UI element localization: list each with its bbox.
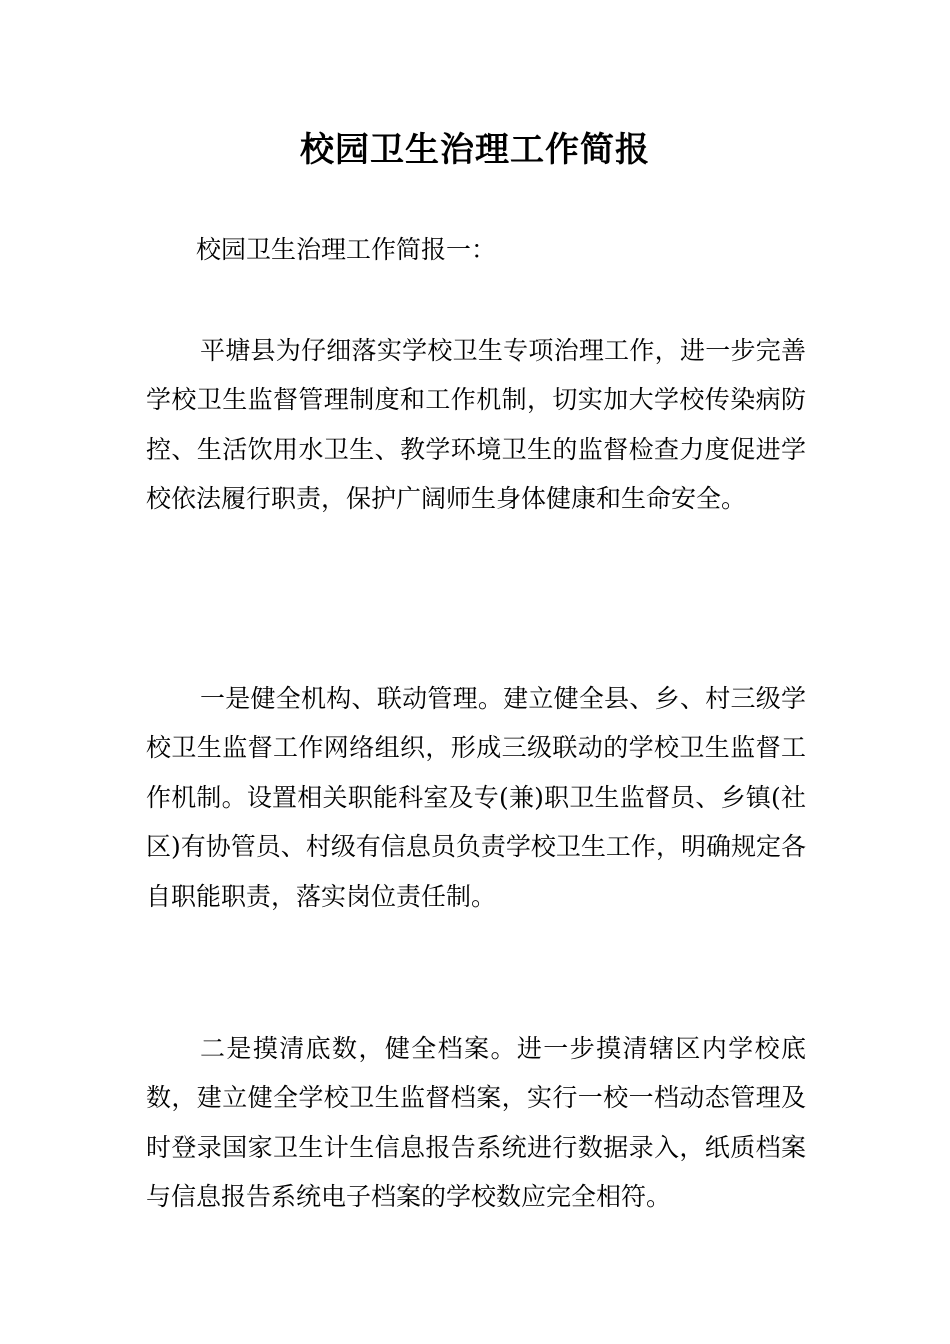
paragraph-point-one: 一是健全机构、联动管理。建立健全县、乡、村三级学校卫生监督工作网络组织，形成三级联动的学校卫生监督工作机制。设置相关职能科室及专(兼)职卫生监督员、乡镇(社区)有协管员、村级有信息员负责学校卫生工作，明确规定各自职能职责，落实岗位责任制。 (146, 684, 806, 911)
document-title: 校园卫生治理工作简报 (300, 130, 650, 170)
paragraph-point-two: 二是摸清底数，健全档案。进一步摸清辖区内学校底数，建立健全学校卫生监督档案，实行一校一档动态管理及时登录国家卫生计生信息报告系统进行数据录入，纸质档案与信息报告系统电子档案的学校数应完全相符。 (146, 1034, 806, 1212)
document-subtitle: 校园卫生治理工作简报一： (196, 235, 497, 264)
paragraph-intro: 平塘县为仔细落实学校卫生专项治理工作，进一步完善学校卫生监督管理制度和工作机制，切实加大学校传染病防控、生活饮用水卫生、教学环境卫生的监督检查力度促进学校依法履行职责，保护广阔师生身体健康和生命安全。 (146, 336, 806, 514)
